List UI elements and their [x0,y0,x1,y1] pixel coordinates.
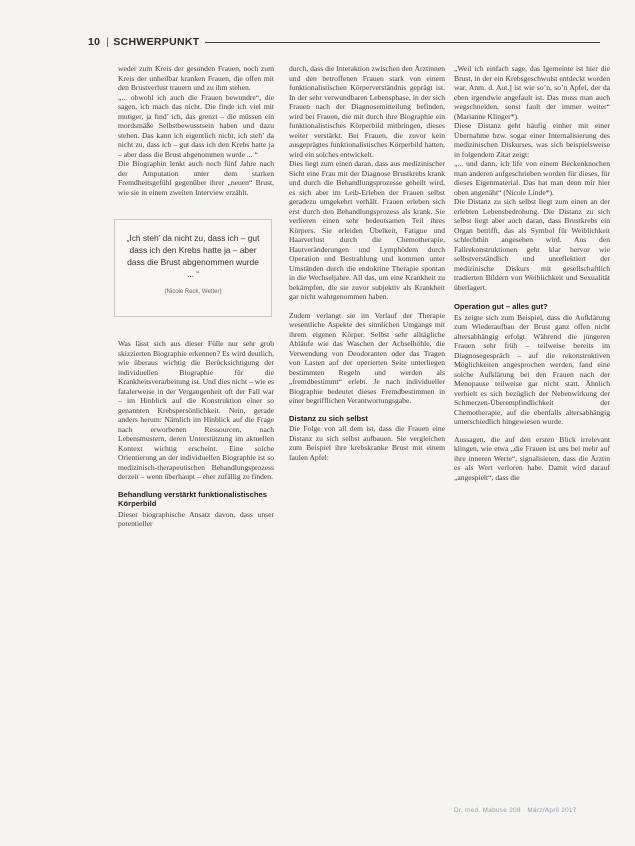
subheading: Behandlung verstärkt funktionalistisches Körperbild [118,489,267,508]
pull-quote [114,219,272,317]
paragraph: Zudem verlangt sie im Verlauf der Therapie wesentliche Aspekte des sinnlichen Umgangs mit ihrem eigenen Körper. Selbst sehr alltägliche Abläufe wie das Waschen der Achselhöhle, die Verwendung von Deodoranten oder das Tragen von Lasten auf der operierten Seite unterliegen bestimmten Regeln und werden als „fremdbestimmt“ erlebt. Je nach individueller Biographie bedeutet dieses Fremdbestimmen in einer begrifflichen Verantwortungsgabe. [289,310,445,405]
paragraph: „... obwohl ich auch die Frauen bewundre“, die sagen, ich mach das nicht. Die finde ich viel mit mutiger, ja find’ ich, das grenzt – die müssen ein mordsmäße Selbstbewusstsein haben und dazu stehen. Das kann ich eigentlich nicht, ich steh’ da nicht zu, dass ich – gut dass ich den Krebs hatte ja – aber dass die Brust abgenommen wurde ... “ [118,92,274,159]
paragraph: durch, dass die Interaktion zwischen den Ärztinnen und den betroffenen Frauen stark von einem funktionalistischen Körperverständnis geprägt ist. In der sehr verwundbaren Lebensphase, in der sich Frauen nach der Diagnosemitteilung befinden, wird bei Frauen, die mit durch ihre Biographie ein funktionalistisches Körperbild mitbringen, dieses weiter verstärkt. Bei Frauen, die zuvor kein ausgeprägtes funktionalistisches Körperbild hatten, wird ein solches entwickelt. [289,64,445,159]
subheading: Operation gut – alles gut? [454,302,548,311]
page-header [88,34,600,50]
pull-quote-source: (Nicole Reck, Wetter) [164,289,222,295]
paragraph: Dies liegt zum einen daran, dass aus medizinischer Sicht eine Frau mit der Diagnose Brustkrebs krank und durch die Behandlungsprozesse geheilt wird, es sich aber im Leib-Erleben der Frauen selbst geradezu umgekehrt verhält. Frauen erleben sich erst durch den Behandlungsprozess als krank. Sie verlieren einen sehr bedeutsamen Teil ihres Körpers. Sie erleiden Übelkeit, Fatigue und Haarverlust durch die Chemotherapie, Hautveränderungen und Lymphödem durch Operation und Bestrahlung und kommen unter Umständen durch die endokrine Therapie spontan in die Wechseljahre. All das, um eine Krankheit zu bekämpfen, die sie zuvor subjektiv als Krankheit gar nicht wahrgenommen haben. [289,159,445,301]
subheading: Distanz zu sich selbst [289,413,368,423]
page-number: 10 [88,36,101,48]
text-column-2 [289,64,445,462]
page-footer: Dr. med. Mabuse 208 · März/April 2017 [454,807,577,814]
paragraph: Die Distanz zu sich selbst liegt zum einen an der erlebten Lebensbedrohung. Die Distanz zu sich selbst liegt aber auch daran, dass Brustkrebs ein Organ betrifft, das als Symbol für Weiblichkeit schlechthin angesehen wird. Aus den Fallrekonstruktionen geht klar hervor wie selbstverständlich und unreflektiert der medizinische Diskurs mit gesellschaftlich tradierten Bildern von Weiblichkeit und Sexualität überlagert. [454,197,610,292]
paragraph: Dieser biographische Ansatz davon, dass unser potentieller [118,509,274,528]
paragraph: Aussagen, die auf den ersten Blick irrelevant klingen, wie etwa „die Frauen ist uns bei mehr auf ihre inneren Werte“, signalisieren, dass die Ärztin es als Wert verloren habe. Damit wird darauf „angespielt“, dass die [454,434,610,482]
paragraph: Die Folge von all dem ist, dass die Frauen eine Distanz zu sich selbst aufbauen. Sie vergleichen zum Beispiel ihre krebskranke Brust mit einem faulen Apfel: [289,424,445,462]
text-column-3 [454,64,610,482]
text-column-1 [118,64,274,529]
section-title: SCHWERPUNKT [113,36,200,48]
pull-quote-text: „Ich steh’ da nicht zu, dass ich – gut dass ich den Krebs hatte ja – aber dass die Brust abgenommen wurde ... “ [126,233,260,279]
paragraph: Es zeigte sich zum Beispiel, dass die Aufklärung zum Wiederaufbau der Brust ganz offen nicht altersabhängig erfolgt. Während die jüngeren Frauen sehr früh – teilweise bereits im Diagnosegespräch – auf die rekonstruktiven Möglichkeiten angesprochen werden, fand eine solche Aufklärung bei den Frauen nach der Menopause teilweise gar nicht statt. Ähnlich verhielt es sich bezüglich der Nebenwirkung der Schmerzen-Überempfindlichkeit der Chemotherapie, auf die ebenfalls altersabhängig unterschiedlich hingewiesen wurde. [454,312,610,426]
paragraph: „... und dann, ich life von einem Beckenknochen man anderen aufgeschrieben worden für dieses, für dieses Eigenmaterial. Das hat man denn mir hier oben angenäht“ (Nicole Linde*). [454,159,610,197]
paragraph: Diese Distanz geht häufig einher mit einer Übernahme bzw. sogar einer Internalisierung des medizinischen Diskurses, was sich beispielsweise in folgendem Zitat zeigt: [454,121,610,159]
paragraph: Die Biographin lenkt auch noch fünf Jahre nach der Amputation unter dem starken Fremdheitsgefühl gegenüber ihrer „neuen“ Brust, wie sie in einem zweiten Interview erzählt. [118,159,274,197]
paragraph: Was lässt sich aus dieser Fülle nur sehr grob skizzierten Biographie erkennen? Es wird deutlich, wie überaus wichtig die Berücksichtigung der individuellen Biographie für die Krankheitsverarbeitung ist. Und dies nicht – wie es fatalerweise in der Vergangenheit oft der Fall war – im Hinblick auf die Konstruktion einer so genannten Krebspersönlichkeit. Nein, gerade anders herum: Nämlich im Hinblick auf die Frage nach erworbenen Ressourcen, nach Lebensmustern, deren Unterstützung im aktuellen Kontext wichtig erscheint. Eine solche Orientierung an der individuellen Biographie ist so medizinisch-therapeutischen Behandlungsprozess derzeit – wenn überhaupt – eher zufällig zu finden. [118,339,274,481]
header-separator: | [106,36,110,48]
header-rule [205,42,600,43]
paragraph: weder zum Kreis der gesunden Frauen, noch zum Kreis der unheilbar kranken Frauen, die offen mit den Brustverlust trauern und zu ihm stehen. [118,64,274,92]
paragraph: „Weil ich einfach sage, das Igemeinte ist hier die Brust, in der ein Krebsgeschwulst entdeckt worden war, Anm. d. Aut.] ist wie so’n, so’n Apfel, der da eben irgendwie angefault ist. Das muss man auch wegschneiden, sonst fault der immer weiter“ (Marianne Klinger*). [454,64,610,121]
